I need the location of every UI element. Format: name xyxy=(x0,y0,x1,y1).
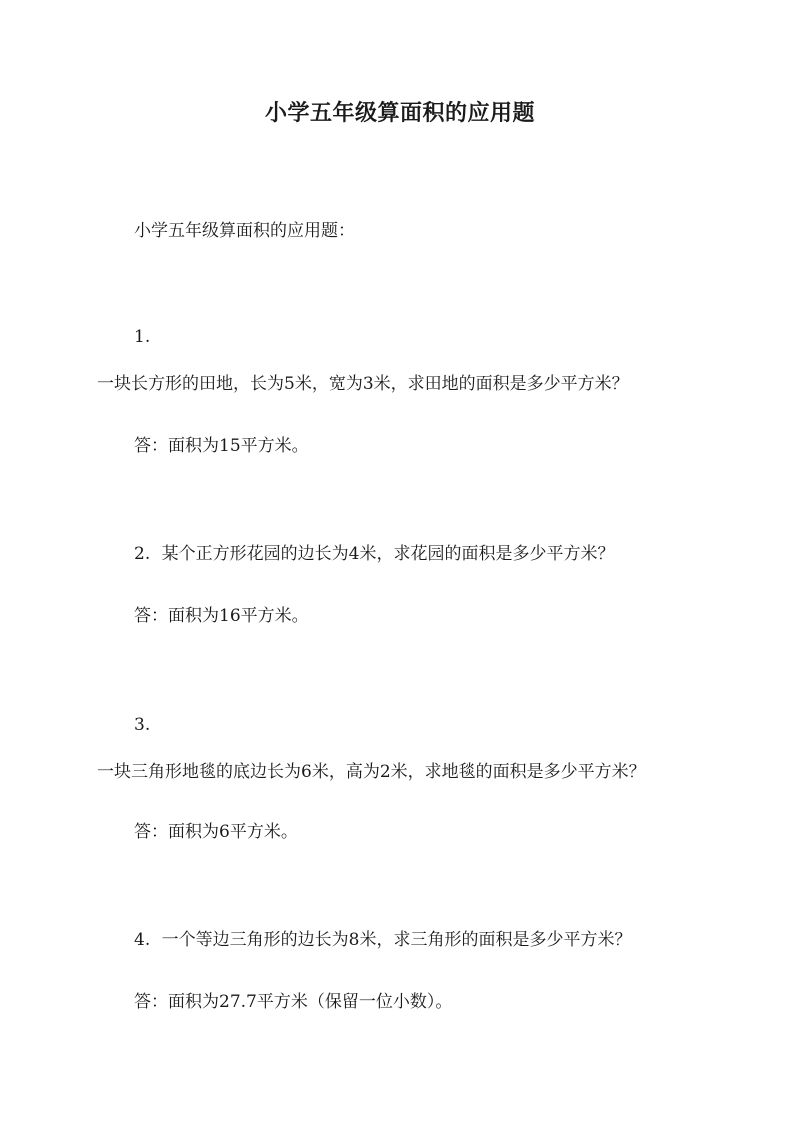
document-title: 小学五年级算面积的应用题 xyxy=(264,100,535,126)
question-4-answer: 答：面积为27.7平方米（保留一位小数）。 xyxy=(134,992,453,1012)
question-4-number: 4. xyxy=(134,930,151,950)
question-1-number: 1. xyxy=(134,327,151,347)
question-4-line xyxy=(134,928,631,952)
question-2-number: 2. xyxy=(134,544,151,564)
question-2-line xyxy=(134,542,614,566)
question-3-text: 一块三角形地毯的底边长为6米，高为2米，求地毯的面积是多少平方米？ xyxy=(97,762,646,782)
question-3-answer: 答：面积为6平方米。 xyxy=(134,822,298,842)
intro-text: 小学五年级算面积的应用题： xyxy=(134,221,355,241)
question-1-answer: 答：面积为15平方米。 xyxy=(134,436,309,456)
question-1-text: 一块长方形的田地，长为5米，宽为3米，求田地的面积是多少平方米？ xyxy=(97,374,629,394)
question-4-text: 一个等边三角形的边长为8米，求三角形的面积是多少平方米？ xyxy=(161,930,632,950)
question-2-answer: 答：面积为16平方米。 xyxy=(134,606,309,626)
question-3-number: 3. xyxy=(134,715,151,735)
question-2-text: 某个正方形花园的边长为4米，求花园的面积是多少平方米？ xyxy=(161,544,615,564)
